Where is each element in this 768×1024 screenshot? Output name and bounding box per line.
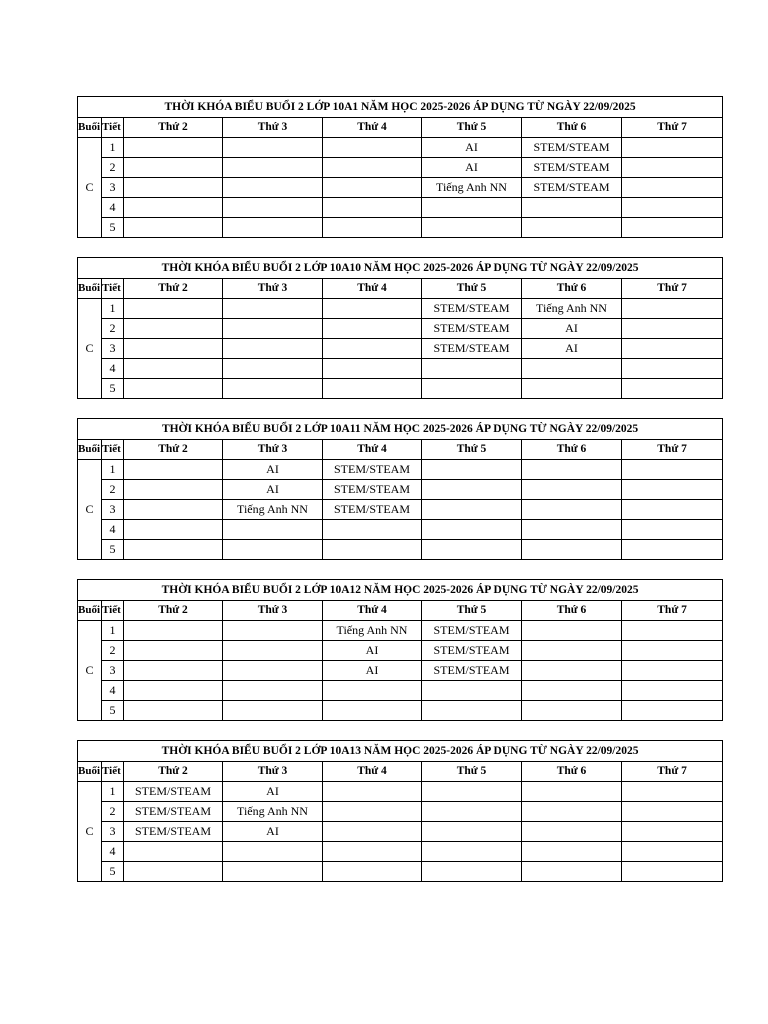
subject-cell [124,621,223,641]
subject-cell [323,681,422,701]
subject-cell: Tiếng Anh NN [422,178,522,198]
subject-cell: AI [522,339,622,359]
subject-cell [622,138,723,158]
timetable-title-row [78,419,723,440]
subject-cell [323,178,422,198]
day-header: Thứ 7 [622,601,723,621]
period-header: Tiết [102,762,124,782]
subject-cell [622,178,723,198]
subject-cell [622,621,723,641]
session-cell: C [78,621,102,721]
subject-cell [223,520,323,540]
subject-cell [622,701,723,721]
table-row [78,319,723,339]
subject-cell: AI [223,782,323,802]
subject-cell [323,319,422,339]
timetable [77,579,723,721]
subject-cell [622,661,723,681]
subject-cell: Tiếng Anh NN [522,299,622,319]
subject-cell [223,641,323,661]
subject-cell: AI [223,822,323,842]
period-cell: 4 [102,198,124,218]
subject-cell: AI [323,661,422,681]
subject-cell [622,339,723,359]
subject-cell [323,158,422,178]
subject-cell [422,862,522,882]
day-header: Thứ 3 [223,279,323,299]
period-header: Tiết [102,279,124,299]
day-header: Thứ 3 [223,440,323,460]
table-row [78,158,723,178]
subject-cell [124,460,223,480]
subject-cell [422,802,522,822]
period-cell: 1 [102,460,124,480]
subject-cell [522,500,622,520]
subject-cell [622,822,723,842]
subject-cell [522,802,622,822]
subject-cell [124,319,223,339]
subject-cell: STEM/STEAM [422,621,522,641]
subject-cell [124,480,223,500]
subject-cell: STEM/STEAM [124,822,223,842]
subject-cell [522,661,622,681]
subject-cell [124,218,223,238]
table-row [78,842,723,862]
header-row [78,601,723,621]
timetable-title: THỜI KHÓA BIỂU BUỔI 2 LỚP 10A11 NĂM HỌC 2025-2026 ÁP DỤNG TỪ NGÀY 22/09/2025 [78,419,723,440]
table-row [78,520,723,540]
subject-cell [223,621,323,641]
subject-cell [522,681,622,701]
subject-cell [622,379,723,399]
subject-cell [223,138,323,158]
subject-cell [124,681,223,701]
subject-cell [223,178,323,198]
subject-cell [323,822,422,842]
period-cell: 3 [102,500,124,520]
period-cell: 1 [102,782,124,802]
period-cell: 2 [102,319,124,339]
table-row [78,138,723,158]
subject-cell: AI [422,138,522,158]
subject-cell [622,460,723,480]
subject-cell [323,862,422,882]
day-header: Thứ 5 [422,601,522,621]
subject-cell [422,701,522,721]
period-cell: 3 [102,661,124,681]
subject-cell [622,218,723,238]
timetable-title-row [78,741,723,762]
subject-cell [522,701,622,721]
period-header: Tiết [102,601,124,621]
subject-cell [522,480,622,500]
day-header: Thứ 6 [522,440,622,460]
subject-cell [622,198,723,218]
subject-cell [622,520,723,540]
subject-cell [422,218,522,238]
session-header: Buổi [78,440,102,460]
subject-cell: STEM/STEAM [323,500,422,520]
subject-cell: STEM/STEAM [422,339,522,359]
subject-cell [422,500,522,520]
session-header: Buổi [78,762,102,782]
subject-cell [522,359,622,379]
day-header: Thứ 5 [422,762,522,782]
subject-cell [422,379,522,399]
day-header: Thứ 4 [323,118,422,138]
timetable-title: THỜI KHÓA BIỂU BUỔI 2 LỚP 10A1 NĂM HỌC 2025-2026 ÁP DỤNG TỪ NGÀY 22/09/2025 [78,97,723,118]
timetable-title-row [78,258,723,279]
session-cell: C [78,138,102,238]
period-cell: 4 [102,520,124,540]
subject-cell [124,339,223,359]
subject-cell [422,480,522,500]
subject-cell: STEM/STEAM [422,299,522,319]
table-row [78,701,723,721]
timetable [77,96,723,238]
day-header: Thứ 3 [223,118,323,138]
subject-cell [323,520,422,540]
subject-cell [323,540,422,560]
period-cell: 1 [102,621,124,641]
subject-cell [622,641,723,661]
day-header: Thứ 2 [124,279,223,299]
day-header: Thứ 7 [622,118,723,138]
timetable-title: THỜI KHÓA BIỂU BUỔI 2 LỚP 10A13 NĂM HỌC 2025-2026 ÁP DỤNG TỪ NGÀY 22/09/2025 [78,741,723,762]
day-header: Thứ 2 [124,762,223,782]
subject-cell: AI [223,480,323,500]
day-header: Thứ 5 [422,440,522,460]
subject-cell [522,540,622,560]
period-cell: 2 [102,158,124,178]
subject-cell [323,218,422,238]
subject-cell [223,681,323,701]
subject-cell [223,701,323,721]
subject-cell: Tiếng Anh NN [323,621,422,641]
table-row [78,681,723,701]
period-cell: 1 [102,299,124,319]
subject-cell: Tiếng Anh NN [223,500,323,520]
subject-cell [622,540,723,560]
subject-cell [124,178,223,198]
subject-cell [323,198,422,218]
day-header: Thứ 6 [522,118,622,138]
subject-cell [124,862,223,882]
header-row [78,762,723,782]
header-row [78,440,723,460]
subject-cell: AI [422,158,522,178]
subject-cell [422,198,522,218]
day-header: Thứ 6 [522,762,622,782]
subject-cell [422,520,522,540]
table-row [78,621,723,641]
subject-cell [422,842,522,862]
subject-cell: AI [323,641,422,661]
subject-cell [124,198,223,218]
session-header: Buổi [78,601,102,621]
day-header: Thứ 5 [422,118,522,138]
table-row [78,641,723,661]
subject-cell [622,842,723,862]
subject-cell [422,822,522,842]
subject-cell: Tiếng Anh NN [223,802,323,822]
day-header: Thứ 7 [622,279,723,299]
period-cell: 2 [102,480,124,500]
subject-cell [622,782,723,802]
subject-cell [622,299,723,319]
subject-cell [422,681,522,701]
subject-cell [323,701,422,721]
table-row [78,822,723,842]
period-cell: 5 [102,862,124,882]
subject-cell [223,842,323,862]
day-header: Thứ 4 [323,440,422,460]
table-row [78,540,723,560]
subject-cell [223,379,323,399]
subject-cell [522,621,622,641]
period-cell: 3 [102,339,124,359]
subject-cell: STEM/STEAM [124,802,223,822]
subject-cell [223,319,323,339]
subject-cell [422,359,522,379]
period-cell: 5 [102,701,124,721]
session-cell: C [78,460,102,560]
period-cell: 4 [102,681,124,701]
subject-cell [323,359,422,379]
day-header: Thứ 4 [323,279,422,299]
timetable [77,740,723,882]
subject-cell [522,822,622,842]
subject-cell [422,460,522,480]
subject-cell [223,359,323,379]
table-row [78,480,723,500]
subject-cell [323,339,422,359]
subject-cell [323,802,422,822]
subject-cell [223,540,323,560]
period-cell: 5 [102,540,124,560]
subject-cell: STEM/STEAM [522,178,622,198]
subject-cell [223,339,323,359]
timetable [77,418,723,560]
subject-cell [323,299,422,319]
subject-cell [124,842,223,862]
period-cell: 4 [102,359,124,379]
subject-cell [622,158,723,178]
subject-cell: STEM/STEAM [323,480,422,500]
table-row [78,379,723,399]
period-cell: 5 [102,379,124,399]
day-header: Thứ 2 [124,601,223,621]
table-row [78,460,723,480]
subject-cell [522,460,622,480]
period-header: Tiết [102,118,124,138]
table-row [78,661,723,681]
subject-cell [223,158,323,178]
subject-cell [223,218,323,238]
table-row [78,339,723,359]
day-header: Thứ 3 [223,601,323,621]
subject-cell: STEM/STEAM [422,319,522,339]
subject-cell [223,661,323,681]
subject-cell: STEM/STEAM [522,158,622,178]
subject-cell [522,520,622,540]
period-cell: 5 [102,218,124,238]
session-header: Buổi [78,279,102,299]
period-cell: 2 [102,802,124,822]
day-header: Thứ 4 [323,601,422,621]
day-header: Thứ 2 [124,118,223,138]
subject-cell [124,500,223,520]
subject-cell [323,782,422,802]
subject-cell: STEM/STEAM [323,460,422,480]
subject-cell [422,540,522,560]
subject-cell [622,319,723,339]
subject-cell [622,359,723,379]
period-cell: 2 [102,641,124,661]
header-row [78,118,723,138]
subject-cell [622,862,723,882]
subject-cell [622,802,723,822]
subject-cell [522,218,622,238]
day-header: Thứ 2 [124,440,223,460]
period-cell: 1 [102,138,124,158]
subject-cell: STEM/STEAM [422,661,522,681]
table-row [78,802,723,822]
subject-cell [422,782,522,802]
day-header: Thứ 7 [622,762,723,782]
timetable-title: THỜI KHÓA BIỂU BUỔI 2 LỚP 10A10 NĂM HỌC 2025-2026 ÁP DỤNG TỪ NGÀY 22/09/2025 [78,258,723,279]
timetable-title-row [78,97,723,118]
subject-cell [124,540,223,560]
subject-cell [124,641,223,661]
header-row [78,279,723,299]
subject-cell [223,299,323,319]
subject-cell [124,138,223,158]
subject-cell: STEM/STEAM [124,782,223,802]
subject-cell [124,158,223,178]
period-cell: 3 [102,178,124,198]
session-cell: C [78,299,102,399]
subject-cell [622,681,723,701]
day-header: Thứ 5 [422,279,522,299]
day-header: Thứ 3 [223,762,323,782]
subject-cell: AI [223,460,323,480]
subject-cell [522,842,622,862]
subject-cell [522,862,622,882]
subject-cell [622,480,723,500]
table-row [78,218,723,238]
subject-cell [124,299,223,319]
day-header: Thứ 4 [323,762,422,782]
subject-cell [323,842,422,862]
timetable-title: THỜI KHÓA BIỂU BUỔI 2 LỚP 10A12 NĂM HỌC 2025-2026 ÁP DỤNG TỪ NGÀY 22/09/2025 [78,580,723,601]
subject-cell [323,379,422,399]
subject-cell [622,500,723,520]
subject-cell [522,198,622,218]
subject-cell [124,701,223,721]
table-row [78,500,723,520]
subject-cell: STEM/STEAM [422,641,522,661]
period-cell: 3 [102,822,124,842]
subject-cell [223,862,323,882]
subject-cell [124,520,223,540]
subject-cell: AI [522,319,622,339]
session-header: Buổi [78,118,102,138]
subject-cell [124,359,223,379]
subject-cell [124,661,223,681]
subject-cell [223,198,323,218]
period-header: Tiết [102,440,124,460]
table-row [78,299,723,319]
subject-cell [522,641,622,661]
timetable [77,257,723,399]
subject-cell [522,379,622,399]
subject-cell [323,138,422,158]
day-header: Thứ 7 [622,440,723,460]
subject-cell: STEM/STEAM [522,138,622,158]
period-cell: 4 [102,842,124,862]
subject-cell [124,379,223,399]
session-cell: C [78,782,102,882]
day-header: Thứ 6 [522,279,622,299]
subject-cell [522,782,622,802]
day-header: Thứ 6 [522,601,622,621]
table-row [78,862,723,882]
table-row [78,359,723,379]
table-row [78,782,723,802]
table-row [78,198,723,218]
timetable-title-row [78,580,723,601]
table-row [78,178,723,198]
